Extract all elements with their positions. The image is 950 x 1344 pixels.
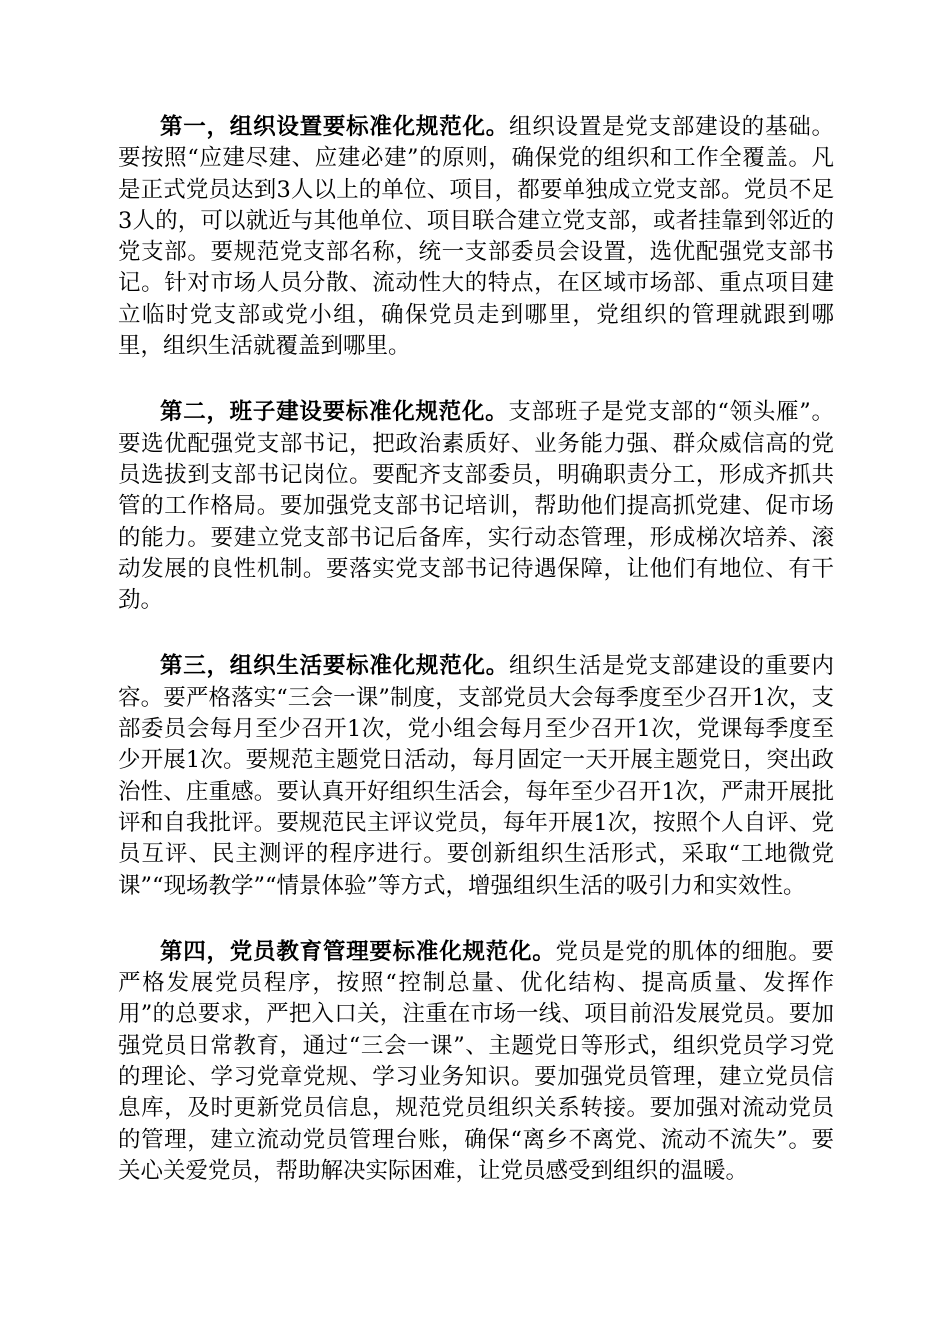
paragraph-2-body: 支部班子是党支部的“领头雁”。要选优配强党支部书记，把政治素质好、业务能力强、群众威信高的党员选拔到支部书记岗位。要配齐支部委员，明确职责分工，形成齐抓共管的工作格局。要加强党支部书记培训，帮助他们提高抓党建、促市场的能力。要建立党支部书记后备库，实行动态管理，形成梯次培养、滚动发展的良性机制。要落实党支部书记待遇保障，让他们有地位、有干劲。 (118, 399, 834, 614)
paragraph-1-heading: 第一，组织设置要标准化规范化。 (160, 114, 510, 140)
document-page (118, 112, 834, 1222)
paragraph-4 (118, 937, 834, 1187)
paragraph-1-body: 组织设置是党支部建设的基础。要按照“应建尽建、应建必建”的原则，确保党的组织和工作全覆盖。凡是正式党员达到3人以上的单位、项目，都要单独成立党支部。党员不足3人的，可以就近与其他单位、项目联合建立党支部，或者挂靠到邻近的党支部。要规范党支部名称，统一支部委员会设置，选优配强党支部书记。针对市场人员分散、流动性大的特点，在区域市场部、重点项目建立临时党支部或党小组，确保党员走到哪里，党组织的管理就跟到哪里，组织生活就覆盖到哪里。 (118, 114, 834, 360)
paragraph-3-heading: 第三，组织生活要标准化规范化。 (160, 653, 510, 680)
paragraph-3 (118, 651, 834, 901)
paragraph-2 (118, 397, 834, 616)
paragraph-2-heading: 第二，班子建设要标准化规范化。 (160, 399, 509, 426)
paragraph-4-heading: 第四，党员教育管理要标准化规范化。 (160, 938, 556, 965)
paragraph-1 (118, 112, 834, 362)
paragraph-3-body: 组织生活是党支部建设的重要内容。要严格落实“三会一课”制度，支部党员大会每季度至少召开1次，支部委员会每月至少召开1次，党小组会每月至少召开1次，党课每季度至少开展1次。要规范主题党日活动，每月固定一天开展主题党日，突出政治性、庄重感。要认真开好组织生活会，每年至少召开1次，严肃开展批评和自我批评。要规范民主评议党员，每年开展1次，按照个人自评、党员互评、民主测评的程序进行。要创新组织生活形式，采取“工地微党课”“现场教学”“情景体验”等方式，增强组织生活的吸引力和实效性。 (118, 653, 834, 899)
paragraph-4-body: 党员是党的肌体的细胞。要严格发展党员程序，按照“控制总量、优化结构、提高质量、发挥作用”的总要求，严把入口关，注重在市场一线、项目前沿发展党员。要加强党员日常教育，通过“三会一课”、主题党日等形式，组织党员学习党的理论、学习党章党规、学习业务知识。要加强党员管理，建立党员信息库，及时更新党员信息，规范党员组织关系转接。要加强对流动党员的管理，建立流动党员管理台账，确保“离乡不离党、流动不流失”。要关心关爱党员，帮助解决实际困难，让党员感受到组织的温暖。 (118, 938, 834, 1184)
